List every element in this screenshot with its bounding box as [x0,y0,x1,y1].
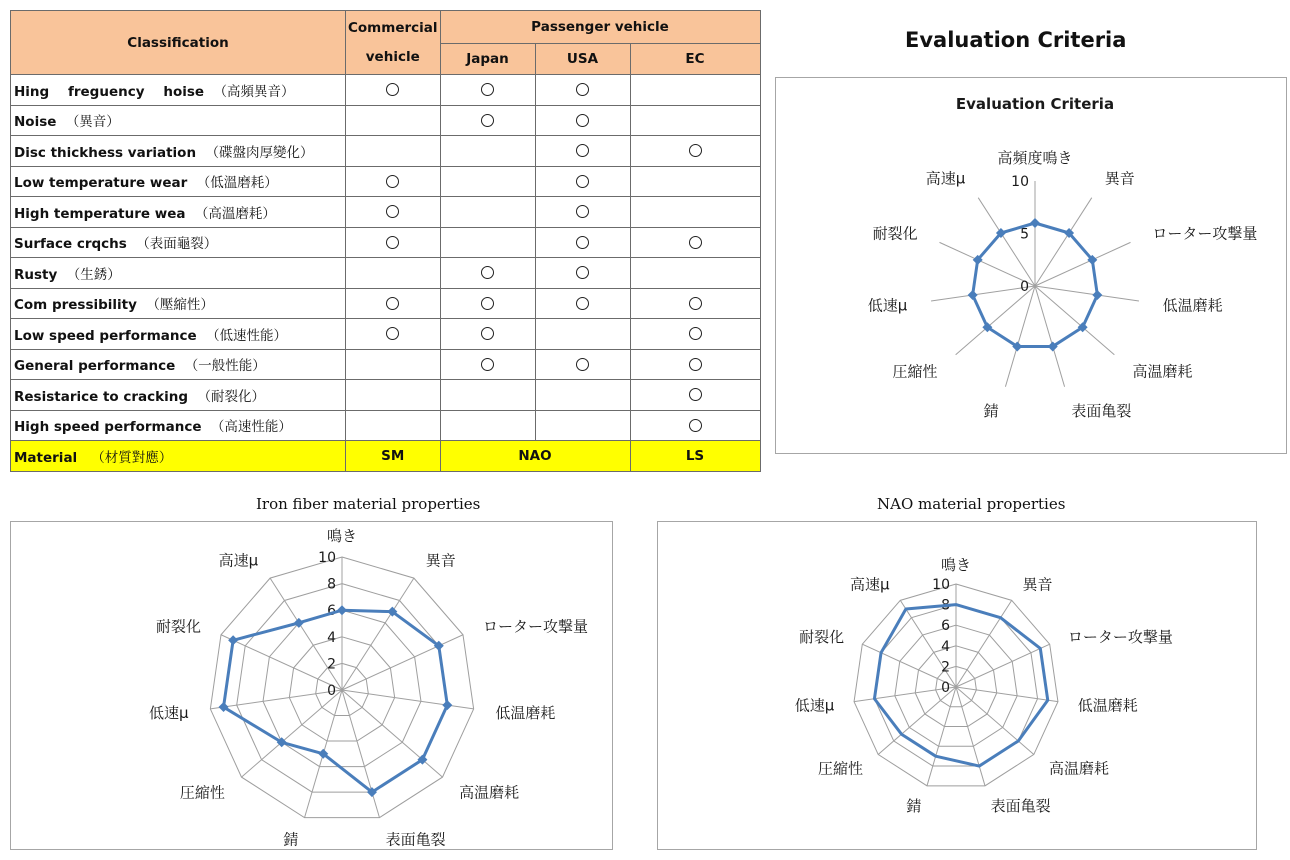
circle-mark-icon [386,236,399,249]
spoke-line [210,690,342,709]
criteria-row [11,349,761,380]
criteria-name-zh: （表面龜裂） [136,236,218,253]
criteria-name-en: Surface crqchs [14,236,127,253]
data-point [442,700,452,710]
mark-cell-usa [535,258,630,289]
spoke-line [1035,286,1139,301]
criteria-name-en: Hing freguency hoise [14,83,205,100]
criteria-row [11,319,761,350]
mark-cell-ec [630,349,760,380]
criteria-table [10,10,761,472]
criteria-name [11,319,346,350]
criteria-row [11,258,761,289]
mark-cell-japan [440,105,535,136]
category-label: 圧縮性 [818,759,864,778]
mark-cell-commercial [346,319,441,350]
criteria-name-en: High temperature wea [14,205,186,222]
criteria-name [11,197,346,228]
material-label [11,441,346,472]
category-label: 耐裂化 [799,627,845,646]
usa-header: USA [535,44,630,75]
spoke-line [1035,286,1114,355]
tick-label: 6 [327,603,336,620]
category-label: 異音 [1104,169,1135,188]
material-japan-usa: NAO [440,441,630,472]
nao-chart-box [657,521,1257,850]
japan-header: Japan [440,44,535,75]
category-label: 圧縮性 [179,783,225,802]
category-label: 異音 [425,551,456,570]
tick-label: 8 [327,576,336,593]
criteria-name-zh: （高溫磨耗） [194,205,276,222]
mark-cell-japan [440,227,535,258]
criteria-row [11,227,761,258]
mark-cell-ec [630,288,760,319]
circle-mark-icon [481,297,494,310]
data-point [228,635,238,645]
criteria-name [11,105,346,136]
criteria-name-en: Noise [14,114,57,131]
tick-label: 2 [327,656,336,673]
tick-label: 10 [1011,174,1029,190]
mark-cell-japan [440,197,535,228]
criteria-row [11,105,761,136]
category-label: 低温磨耗 [495,704,556,723]
criteria-name [11,136,346,167]
criteria-name-zh: （高頻異音） [213,83,295,100]
circle-mark-icon [576,114,589,127]
category-label: 低速μ [794,696,835,715]
classification-header: Classification [11,11,346,75]
circle-mark-icon [386,297,399,310]
mark-cell-commercial [346,227,441,258]
category-label: 高温磨耗 [1132,362,1193,381]
criteria-name-en: Low speed performance [14,327,197,344]
circle-mark-icon [386,327,399,340]
mark-cell-usa [535,105,630,136]
circle-mark-icon [576,83,589,96]
category-label: ローター攻撃量 [1152,224,1258,243]
criteria-row [11,75,761,106]
nao-radar [658,522,1256,849]
passenger-vehicle-header: Passenger vehicle [440,11,760,44]
criteria-name [11,227,346,258]
mark-cell-usa [535,136,630,167]
iron-chart-title: Iron fiber material properties [256,495,481,513]
criteria-name-en: General performance [14,358,176,375]
category-label: 高温磨耗 [1048,759,1109,778]
mark-cell-ec [630,319,760,350]
category-label: 表面亀裂 [385,830,446,849]
category-label: 異音 [1022,575,1053,594]
criteria-name [11,258,346,289]
criteria-row [11,166,761,197]
material-commercial: SM [346,441,441,472]
tick-label: 6 [941,618,950,635]
criteria-name-en: Disc thickhess variation [14,144,197,161]
mark-cell-commercial [346,380,441,411]
category-label: ローター攻撃量 [482,617,589,636]
tick-label: 8 [941,597,950,614]
circle-mark-icon [689,327,702,340]
circle-mark-icon [481,83,494,96]
criteria-name-en: Rusty [14,266,58,283]
mark-cell-ec [630,258,760,289]
circle-mark-icon [481,327,494,340]
mark-cell-commercial [346,258,441,289]
criteria-name-zh: （碟盤肉厚變化） [205,144,314,161]
criteria-name-zh: （高速性能） [210,419,292,436]
circle-mark-icon [386,83,399,96]
mark-cell-ec [630,410,760,441]
circle-mark-icon [481,114,494,127]
mark-cell-japan [440,288,535,319]
mark-cell-usa [535,410,630,441]
mark-cell-usa [535,227,630,258]
criteria-row [11,197,761,228]
tick-label: 10 [932,577,950,593]
mark-cell-japan [440,380,535,411]
circle-mark-icon [481,358,494,371]
category-label: 高頻度鳴き [997,149,1073,167]
spoke-line [342,690,474,709]
material-label-en: Material [14,449,78,466]
spoke-line [1035,286,1065,387]
evaluation-criteria-radar [776,78,1286,453]
spoke-line [956,687,985,786]
criteria-name-zh: （壓縮性） [146,297,214,314]
criteria-name-en: Resistarice to cracking [14,388,189,405]
category-label: 鳴き [940,556,972,574]
ec-header: EC [630,44,760,75]
criteria-name-zh: （異音） [65,114,120,131]
category-label: 高速μ [849,575,890,594]
category-label: 低温磨耗 [1162,296,1223,315]
category-label: 表面亀裂 [1071,401,1132,420]
category-label: 耐裂化 [872,224,918,243]
mark-cell-japan [440,75,535,106]
mark-cell-commercial [346,197,441,228]
data-point [1030,218,1040,228]
mark-cell-commercial [346,410,441,441]
spoke-line [956,687,1058,702]
mark-cell-commercial [346,75,441,106]
mark-cell-commercial [346,105,441,136]
mark-cell-commercial [346,166,441,197]
circle-mark-icon [576,144,589,157]
mark-cell-ec [630,105,760,136]
tick-label: 4 [941,638,950,655]
data-point [337,605,347,615]
criteria-name [11,75,346,106]
nao-chart-title: NAO material properties [877,495,1066,513]
category-label: 錆 [906,797,922,816]
iron-fiber-radar [11,522,612,849]
circle-mark-icon [386,205,399,218]
circle-mark-icon [689,388,702,401]
criteria-name [11,166,346,197]
mark-cell-usa [535,197,630,228]
tick-label: 0 [327,683,336,699]
criteria-name-en: Com pressibility [14,297,137,314]
chart-title: Evaluation Criteria [955,95,1115,113]
mark-cell-usa [535,319,630,350]
criteria-row [11,410,761,441]
circle-mark-icon [689,236,702,249]
spoke-line [927,687,956,786]
category-label: 高速μ [925,169,966,188]
mark-cell-usa [535,166,630,197]
circle-mark-icon [576,266,589,279]
category-label: 耐裂化 [155,617,202,636]
mark-cell-ec [630,166,760,197]
tick-label: 4 [327,629,336,646]
tick-label: 2 [941,659,950,676]
mark-cell-japan [440,349,535,380]
criteria-name-zh: （耐裂化） [197,388,265,405]
page-heading: Evaluation Criteria [905,28,1127,52]
circle-mark-icon [576,358,589,371]
mark-cell-japan [440,258,535,289]
mark-cell-ec [630,136,760,167]
commercial-vehicle-header: Commercial vehicle [346,11,441,75]
mark-cell-commercial [346,288,441,319]
category-label: 高温磨耗 [459,783,520,802]
category-label: 低速μ [867,296,908,315]
series-line [874,605,1047,766]
mark-cell-usa [535,75,630,106]
circle-mark-icon [689,358,702,371]
tick-label: 10 [318,550,336,566]
data-point [1092,290,1102,300]
category-label: 圧縮性 [892,362,938,381]
circle-mark-icon [576,175,589,188]
circle-mark-icon [576,236,589,249]
criteria-name-zh: （一般性能） [184,358,266,375]
category-label: 錆 [283,830,299,849]
circle-mark-icon [689,144,702,157]
circle-mark-icon [689,297,702,310]
criteria-name-zh: （低速性能） [206,327,288,344]
criteria-row [11,380,761,411]
mark-cell-ec [630,197,760,228]
material-ec: LS [630,441,760,472]
circle-mark-icon [481,266,494,279]
spoke-line [956,286,1035,355]
criteria-rows [11,75,761,441]
criteria-name [11,288,346,319]
spoke-line [1005,286,1035,387]
mark-cell-usa [535,380,630,411]
criteria-name [11,380,346,411]
mark-cell-ec [630,380,760,411]
mark-cell-japan [440,319,535,350]
tick-label: 0 [1020,279,1029,295]
data-point [968,290,978,300]
mark-cell-usa [535,349,630,380]
mark-cell-japan [440,136,535,167]
circle-mark-icon [386,175,399,188]
material-label-zh: （材質對應） [91,449,173,466]
criteria-name-zh: （生銹） [66,266,121,283]
tick-label: 0 [941,680,950,696]
circle-mark-icon [576,205,589,218]
category-label: 錆 [983,401,999,420]
criteria-name-en: Low temperature wear [14,175,188,192]
spoke-line [342,690,379,818]
criteria-name [11,349,346,380]
material-row [11,441,761,472]
circle-mark-icon [576,297,589,310]
evaluation-criteria-chart-box [775,77,1287,454]
tick-label: 5 [1020,226,1029,243]
criteria-row [11,136,761,167]
mark-cell-ec [630,75,760,106]
category-label: 高速μ [218,551,259,570]
criteria-name-zh: （低溫磨耗） [196,175,278,192]
criteria-row [11,288,761,319]
criteria-name-en: High speed performance [14,419,202,436]
mark-cell-japan [440,166,535,197]
circle-mark-icon [689,419,702,432]
mark-cell-commercial [346,349,441,380]
category-label: 鳴き [326,527,358,545]
category-label: 低速μ [149,704,189,723]
criteria-name [11,410,346,441]
mark-cell-japan [440,410,535,441]
mark-cell-ec [630,227,760,258]
category-label: 表面亀裂 [990,797,1051,816]
mark-cell-commercial [346,136,441,167]
iron-fiber-chart-box [10,521,613,850]
category-label: ローター攻撃量 [1067,627,1173,646]
mark-cell-usa [535,288,630,319]
category-label: 低温磨耗 [1077,696,1138,715]
